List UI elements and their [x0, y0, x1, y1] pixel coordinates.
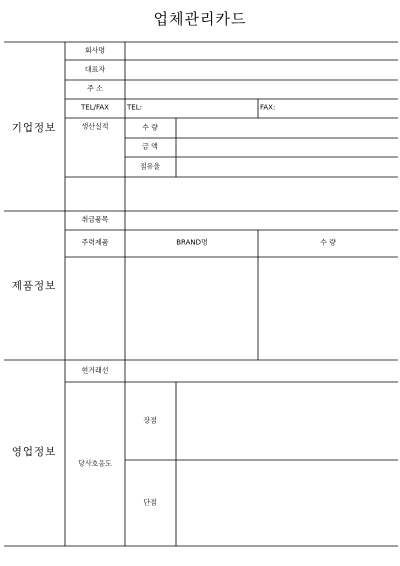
address-label: 주 소 [87, 84, 103, 93]
preference-label: 당사호응도 [78, 459, 112, 468]
strength-field[interactable] [177, 383, 397, 459]
product-quantity-field[interactable] [259, 258, 397, 359]
section-company: 기업정보 [11, 121, 57, 134]
company-extra-field[interactable] [66, 178, 397, 210]
current-partner-label: 현거래선 [81, 366, 109, 375]
ceo-field[interactable] [126, 61, 397, 79]
main-product-label: 주력제품 [81, 238, 109, 247]
strength-label: 장점 [143, 416, 157, 425]
items-label: 취급품목 [81, 215, 109, 224]
product-quantity-header: 수 량 [320, 238, 336, 247]
share-label: 점유율 [139, 162, 161, 171]
weakness-label: 단점 [143, 498, 157, 507]
items-field[interactable] [126, 212, 397, 229]
share-field[interactable] [177, 158, 397, 176]
page-title: 업체관리카드 [153, 10, 247, 28]
ceo-label: 대표자 [84, 65, 106, 74]
production-label: 생산실적 [81, 122, 109, 131]
brand-field[interactable] [126, 258, 257, 359]
current-partner-field[interactable] [126, 361, 397, 381]
tel-prefix: TEL: [127, 103, 142, 112]
weakness-field[interactable] [177, 461, 397, 545]
company-name-label: 회사명 [84, 46, 106, 55]
section-product: 제품정보 [11, 279, 57, 292]
amount-label: 금 액 [142, 142, 158, 151]
address-field[interactable] [126, 81, 397, 98]
fax-prefix: FAX: [260, 103, 276, 112]
quantity-label: 수 량 [142, 123, 158, 132]
amount-field[interactable] [177, 139, 397, 156]
section-sales: 영업정보 [11, 445, 57, 458]
quantity-field[interactable] [177, 119, 397, 137]
fax-field[interactable] [282, 100, 397, 117]
tel-field[interactable] [145, 100, 257, 117]
brand-header: BRAND명 [176, 238, 208, 247]
company-name-field[interactable] [126, 43, 397, 59]
telfax-label: TEL/FAX [81, 103, 109, 112]
